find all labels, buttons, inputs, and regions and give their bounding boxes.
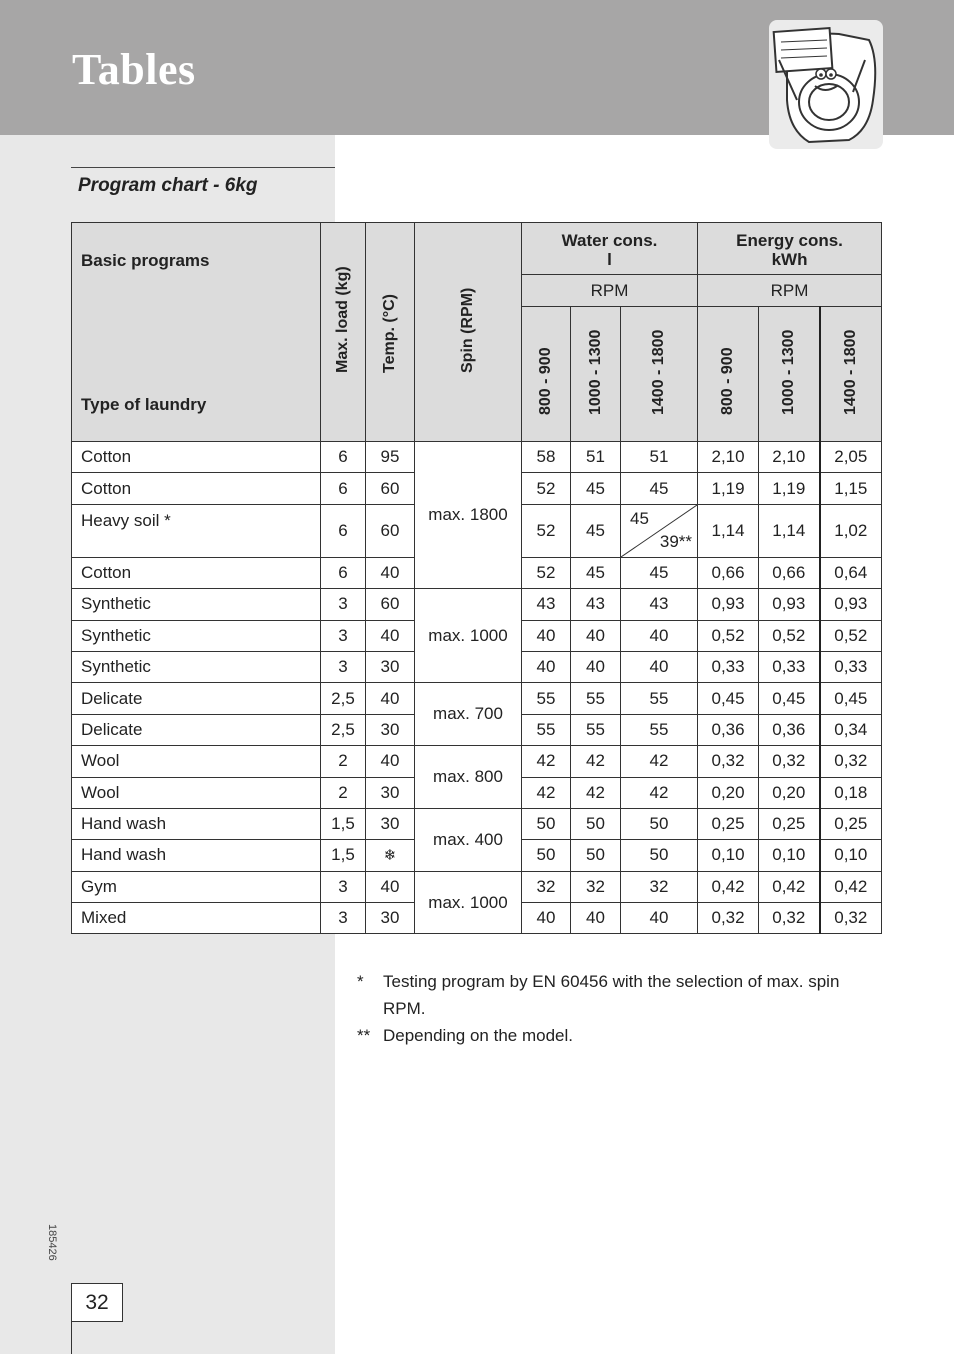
program-name: Cotton xyxy=(72,473,321,504)
temperature: 40 xyxy=(366,871,415,902)
water-1400-1800-split xyxy=(621,504,698,557)
program-name: Synthetic xyxy=(72,620,321,651)
temperature: 95 xyxy=(366,442,415,473)
header-temp: Temp. (°C) xyxy=(366,223,415,442)
energy-1400-1800: 0,25 xyxy=(820,808,882,839)
program-name: Cotton xyxy=(72,442,321,473)
spin-group: max. 400 xyxy=(415,808,522,871)
max-load: 3 xyxy=(321,903,366,934)
energy-1000-1300: 0,33 xyxy=(759,651,820,682)
energy-1000-1300: 0,42 xyxy=(759,871,820,902)
spin-group: max. 1800 xyxy=(415,442,522,589)
water-800-900: 43 xyxy=(522,589,571,620)
water-1000-1300: 55 xyxy=(571,683,621,714)
energy-rpm-range: 800 - 900 xyxy=(698,307,759,442)
temperature: 40 xyxy=(366,746,415,777)
water-1400-1800: 50 xyxy=(621,808,698,839)
energy-800-900: 0,52 xyxy=(698,620,759,651)
energy-rpm-label: RPM xyxy=(698,275,882,307)
temperature: 30 xyxy=(366,714,415,745)
water-1400-1800: 40 xyxy=(621,903,698,934)
energy-1000-1300: 1,14 xyxy=(759,504,820,557)
max-load: 2 xyxy=(321,746,366,777)
water-800-900: 55 xyxy=(522,683,571,714)
max-load: 6 xyxy=(321,504,366,557)
water-1400-1800: 50 xyxy=(621,840,698,871)
energy-1400-1800: 0,10 xyxy=(820,840,882,871)
spin-group: max. 800 xyxy=(415,746,522,809)
table-row xyxy=(72,683,882,714)
water-800-900: 42 xyxy=(522,777,571,808)
max-load: 3 xyxy=(321,871,366,902)
water-1000-1300: 42 xyxy=(571,777,621,808)
table-row xyxy=(72,871,882,902)
water-1400-1800: 55 xyxy=(621,714,698,745)
program-name: Delicate xyxy=(72,714,321,745)
water-1000-1300: 50 xyxy=(571,808,621,839)
program-name: Gym xyxy=(72,871,321,902)
energy-800-900: 0,10 xyxy=(698,840,759,871)
table-row xyxy=(72,808,882,839)
table-row xyxy=(72,442,882,473)
program-name: Synthetic xyxy=(72,651,321,682)
subtitle-rule xyxy=(71,167,335,168)
water-800-900: 52 xyxy=(522,473,571,504)
water-1400-1800: 42 xyxy=(621,746,698,777)
water-800-900: 40 xyxy=(522,651,571,682)
footnote xyxy=(357,1022,877,1049)
energy-800-900: 1,14 xyxy=(698,504,759,557)
energy-1400-1800: 0,64 xyxy=(820,557,882,588)
energy-1000-1300: 0,45 xyxy=(759,683,820,714)
energy-1400-1800: 0,18 xyxy=(820,777,882,808)
header-spin: Spin (RPM) xyxy=(415,223,522,442)
energy-1400-1800: 0,32 xyxy=(820,903,882,934)
water-800-900: 32 xyxy=(522,871,571,902)
program-name: Heavy soil * xyxy=(72,504,321,557)
temperature: 60 xyxy=(366,589,415,620)
max-load: 3 xyxy=(321,651,366,682)
temperature: 30 xyxy=(366,777,415,808)
water-1400-1800: 55 xyxy=(621,683,698,714)
max-load: 3 xyxy=(321,620,366,651)
energy-800-900: 0,33 xyxy=(698,651,759,682)
energy-1400-1800: 0,32 xyxy=(820,746,882,777)
water-800-900: 40 xyxy=(522,903,571,934)
water-1000-1300: 42 xyxy=(571,746,621,777)
temperature: 30 xyxy=(366,903,415,934)
washing-machine-mascot-icon xyxy=(769,20,883,149)
water-800-900: 40 xyxy=(522,620,571,651)
temperature: 30 xyxy=(366,651,415,682)
energy-1000-1300: 0,10 xyxy=(759,840,820,871)
water-800-900: 50 xyxy=(522,808,571,839)
program-name: Cotton xyxy=(72,557,321,588)
water-1000-1300: 45 xyxy=(571,473,621,504)
water-rpm-label: RPM xyxy=(522,275,698,307)
temperature: 40 xyxy=(366,620,415,651)
energy-1000-1300: 0,36 xyxy=(759,714,820,745)
water-1400-1800: 32 xyxy=(621,871,698,902)
energy-1000-1300: 0,20 xyxy=(759,777,820,808)
energy-1400-1800: 1,15 xyxy=(820,473,882,504)
header-basic-programs xyxy=(72,223,321,442)
program-name: Wool xyxy=(72,746,321,777)
document-code: 185426 xyxy=(46,1224,58,1261)
water-1000-1300: 43 xyxy=(571,589,621,620)
water-1000-1300: 51 xyxy=(571,442,621,473)
header-max-load: Max. load (kg) xyxy=(321,223,366,442)
max-load: 1,5 xyxy=(321,840,366,871)
program-name: Hand wash xyxy=(72,808,321,839)
page-header xyxy=(0,0,954,135)
energy-1400-1800: 0,93 xyxy=(820,589,882,620)
energy-1400-1800: 0,45 xyxy=(820,683,882,714)
max-load: 2,5 xyxy=(321,714,366,745)
page-number: 32 xyxy=(71,1283,123,1322)
footnotes xyxy=(357,968,877,1049)
page-title: Tables xyxy=(72,45,196,94)
footnote-text: Testing program by EN 60456 with the selection of max. spin RPM. xyxy=(383,972,840,1018)
temperature: 30 xyxy=(366,808,415,839)
water-800-900: 58 xyxy=(522,442,571,473)
program-name: Mixed xyxy=(72,903,321,934)
spin-group: max. 1000 xyxy=(415,589,522,683)
section-subtitle: Program chart - 6kg xyxy=(78,175,258,196)
water-rpm-range: 1400 - 1800 xyxy=(621,307,698,442)
water-1400-1800: 42 xyxy=(621,777,698,808)
water-1000-1300: 32 xyxy=(571,871,621,902)
energy-1000-1300: 0,32 xyxy=(759,746,820,777)
energy-800-900: 0,32 xyxy=(698,746,759,777)
page-rule xyxy=(71,1320,72,1354)
energy-800-900: 0,20 xyxy=(698,777,759,808)
spin-group: max. 1000 xyxy=(415,871,522,934)
energy-800-900: 0,42 xyxy=(698,871,759,902)
energy-800-900: 0,25 xyxy=(698,808,759,839)
basic-programs-label: Basic programs xyxy=(81,251,210,270)
snowflake-icon: ❄ xyxy=(366,840,415,871)
water-800-900: 55 xyxy=(522,714,571,745)
water-1000-1300: 45 xyxy=(571,557,621,588)
water-1000-1300: 45 xyxy=(571,504,621,557)
water-1000-1300: 40 xyxy=(571,903,621,934)
table-row xyxy=(72,589,882,620)
energy-800-900: 0,45 xyxy=(698,683,759,714)
water-800-900: 50 xyxy=(522,840,571,871)
energy-1400-1800: 1,02 xyxy=(820,504,882,557)
max-load: 2,5 xyxy=(321,683,366,714)
footnote-mark: * xyxy=(357,972,364,991)
energy-800-900: 0,93 xyxy=(698,589,759,620)
footnote xyxy=(357,968,877,1022)
footnote-text: Depending on the model. xyxy=(383,1026,573,1045)
water-1400-1800: 45 xyxy=(621,473,698,504)
program-name: Delicate xyxy=(72,683,321,714)
water-800-900: 52 xyxy=(522,557,571,588)
water-value-model: 39** xyxy=(659,531,693,551)
water-rpm-range: 800 - 900 xyxy=(522,307,571,442)
energy-rpm-range: 1400 - 1800 xyxy=(820,307,882,442)
energy-1000-1300: 2,10 xyxy=(759,442,820,473)
water-800-900: 42 xyxy=(522,746,571,777)
water-1400-1800: 40 xyxy=(621,651,698,682)
temperature: 40 xyxy=(366,683,415,714)
energy-1000-1300: 0,32 xyxy=(759,903,820,934)
energy-1000-1300: 0,52 xyxy=(759,620,820,651)
table-row xyxy=(72,746,882,777)
spin-group: max. 700 xyxy=(415,683,522,746)
header-water-cons: Water cons. l xyxy=(522,223,698,275)
energy-1000-1300: 0,66 xyxy=(759,557,820,588)
water-1000-1300: 40 xyxy=(571,620,621,651)
energy-1400-1800: 0,52 xyxy=(820,620,882,651)
footnote-mark: ** xyxy=(357,1026,371,1045)
max-load: 3 xyxy=(321,589,366,620)
energy-1400-1800: 0,42 xyxy=(820,871,882,902)
water-1000-1300: 55 xyxy=(571,714,621,745)
water-1400-1800: 43 xyxy=(621,589,698,620)
energy-1400-1800: 0,33 xyxy=(820,651,882,682)
energy-1000-1300: 0,93 xyxy=(759,589,820,620)
temperature: 60 xyxy=(366,473,415,504)
energy-1400-1800: 0,34 xyxy=(820,714,882,745)
water-1400-1800: 51 xyxy=(621,442,698,473)
water-1000-1300: 50 xyxy=(571,840,621,871)
header-energy-cons: Energy cons. kWh xyxy=(698,223,882,275)
energy-800-900: 1,19 xyxy=(698,473,759,504)
water-1000-1300: 40 xyxy=(571,651,621,682)
type-of-laundry-label: Type of laundry xyxy=(81,395,207,414)
program-name: Synthetic xyxy=(72,589,321,620)
energy-rpm-range: 1000 - 1300 xyxy=(759,307,820,442)
water-rpm-range: 1000 - 1300 xyxy=(571,307,621,442)
max-load: 6 xyxy=(321,473,366,504)
energy-800-900: 0,66 xyxy=(698,557,759,588)
water-1400-1800: 45 xyxy=(621,557,698,588)
temperature: 40 xyxy=(366,557,415,588)
temperature: 60 xyxy=(366,504,415,557)
energy-800-900: 0,32 xyxy=(698,903,759,934)
energy-1000-1300: 1,19 xyxy=(759,473,820,504)
program-chart-table xyxy=(71,222,882,934)
program-name: Hand wash xyxy=(72,840,321,871)
program-name: Wool xyxy=(72,777,321,808)
max-load: 6 xyxy=(321,442,366,473)
water-value-standard: 45 xyxy=(630,508,649,528)
max-load: 1,5 xyxy=(321,808,366,839)
water-800-900: 52 xyxy=(522,504,571,557)
max-load: 6 xyxy=(321,557,366,588)
energy-1400-1800: 2,05 xyxy=(820,442,882,473)
water-1400-1800: 40 xyxy=(621,620,698,651)
energy-800-900: 0,36 xyxy=(698,714,759,745)
max-load: 2 xyxy=(321,777,366,808)
energy-1000-1300: 0,25 xyxy=(759,808,820,839)
energy-800-900: 2,10 xyxy=(698,442,759,473)
